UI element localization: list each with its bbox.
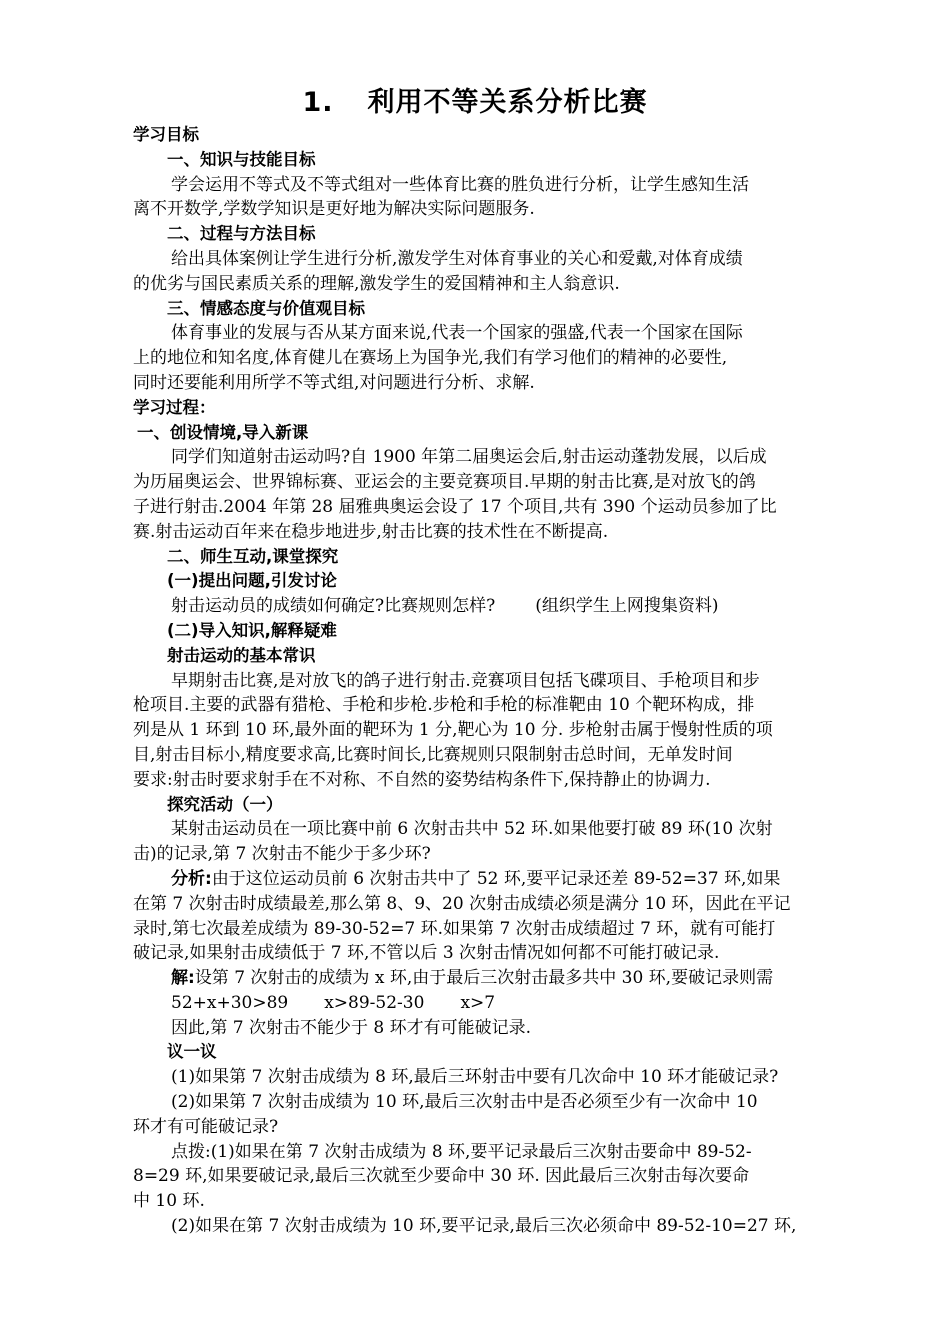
paragraph-line: 赛.射击运动百年来在稳步地进步,射击比赛的技术性在不断提高.: [133, 521, 609, 542]
analysis-label: 分析:: [171, 868, 212, 889]
paragraph-line: 早期射击比赛,是对放飞的鸽子进行射击.竞赛项目包括飞碟项目、手枪项目和步: [171, 670, 760, 691]
solution-line: [133, 966, 838, 991]
paragraph-line: 给出具体案例让学生进行分析,激发学生对体育事业的关心和爱戴,对体育成绩: [171, 248, 743, 269]
inequality-1: 52+x+30>89: [171, 992, 289, 1013]
paragraph-line: 环才有可能破记录?: [133, 1116, 279, 1137]
goal2-heading: 二、过程与方法目标: [167, 224, 316, 244]
question-line: [133, 594, 838, 619]
paragraph-line: 在第 7 次射击时成绩最差,那么第 8、9、20 次射击成绩必须是满分 10 环，因此在平记: [133, 893, 791, 914]
activity1-heading: 探究活动（一）: [167, 794, 283, 814]
section-heading-goals: 学习目标: [133, 125, 199, 144]
paragraph-line: 某射击运动员在一项比赛中前 6 次射击共中 52 环.如果他要打破 89 环(10 次射: [171, 819, 773, 840]
sub1-note: (组织学生上网搜集资料): [535, 596, 719, 617]
paragraph-line: 同学们知道射击运动吗?自 1900 年第二届奥运会后,射击运动蓬勃发展，以后成: [171, 447, 767, 468]
sec1-heading: 一、创设情境,导入新课: [137, 422, 309, 442]
sub1-heading: (一)提出问题,引发讨论: [167, 571, 337, 591]
analysis-line: [133, 867, 838, 892]
inequality-3: x>7: [460, 992, 496, 1013]
sec2-heading: 二、师生互动,课堂探究: [167, 546, 339, 566]
sub2-heading: (二)导入知识,解释疑难: [167, 620, 337, 640]
paragraph-line: 离不开数学,学数学知识是更好地为解决实际问题服务.: [133, 199, 535, 220]
inequality-line: [133, 991, 838, 1016]
paragraph-line: 中 10 环.: [133, 1191, 205, 1212]
hint2-line: (2)如果在第 7 次射击成绩为 10 环,要平记录,最后三次必须命中 89-52-10=27 环,: [171, 1216, 797, 1237]
paragraph-line: 上的地位和知名度,体育健儿在赛场上为国争光,我们有学习他们的精神的必要性,: [133, 348, 728, 369]
paragraph-line: 体育事业的发展与否从某方面来说,代表一个国家的强盛,代表一个国家在国际: [171, 323, 743, 344]
paragraph-line: 枪项目.主要的武器有猎枪、手枪和步枪.步枪和手枪的标准靶由 10 个靶环构成，排: [133, 695, 755, 716]
question-2: (2)如果第 7 次射击成绩为 10 环,最后三次射击中是否必须至少有一次命中 10: [171, 1092, 758, 1113]
page-title: [0, 80, 950, 119]
solution-text: 设第 7 次射击的成绩为 x 环,由于最后三次射击最多共中 30 环,要破记录则需: [194, 968, 774, 989]
title-number: 1.: [302, 87, 334, 118]
basics-heading: 射击运动的基本常识: [167, 645, 316, 665]
paragraph-line: 的优劣与国民素质关系的理解,激发学生的爱国精神和主人翁意识.: [133, 273, 620, 294]
sub1-question: 射击运动员的成绩如何确定?比赛规则怎样?: [171, 596, 496, 617]
goal1-heading: 一、知识与技能目标: [167, 149, 316, 169]
analysis-text: 由于这位运动员前 6 次射击共中了 52 环,要平记录还差 89-52=37 环,如果: [211, 868, 781, 889]
conclusion-line: 因此,第 7 次射击不能少于 8 环才有可能破记录.: [171, 1017, 532, 1038]
title-text: 利用不等关系分析比赛: [367, 87, 648, 118]
section-heading-process: 学习过程：: [133, 397, 216, 417]
inequality-2: x>89-52-30: [324, 992, 425, 1013]
solution-label: 解:: [171, 968, 195, 989]
paragraph-line: 要求:射击时要求射手在不对称、不自然的姿势结构条件下,保持静止的协调力.: [133, 769, 711, 790]
paragraph-line: 子进行射击.2004 年第 28 届雅典奥运会设了 17 个项目,共有 390 个运动员参加了比: [133, 496, 777, 517]
document-body: [133, 123, 838, 1239]
paragraph-line: 录时,第七次最差成绩为 89-30-52=7 环.如果第 7 次射击成绩超过 7 环，就有可能打: [133, 918, 776, 939]
paragraph-line: 为历届奥运会、世界锦标赛、亚运会的主要竞赛项目.早期的射击比赛,是对放飞的鸽: [133, 472, 756, 493]
paragraph-line: 破记录,如果射击成绩低于 7 环,不管以后 3 次射击情况如何都不可能打破记录.: [133, 943, 720, 964]
paragraph-line: 列是从 1 环到 10 环,最外面的靶环为 1 分,靶心为 10 分. 步枪射击属于慢射性质的项: [133, 720, 773, 741]
paragraph-line: 目,射击目标小,精度要求高,比赛时间长,比赛规则只限制射击总时间，无单发时间: [133, 744, 733, 765]
paragraph-line: 同时还要能利用所学不等式组,对问题进行分析、求解.: [133, 372, 535, 393]
paragraph-line: 8=29 环,如果要破记录,最后三次就至少要命中 30 环. 因此最后三次射击每次要命: [133, 1166, 750, 1187]
hint-line: 点拨:(1)如果在第 7 次射击成绩为 8 环,要平记录最后三次射击要命中 89-52-: [171, 1141, 752, 1162]
paragraph-line: 击)的记录,第 7 次射击不能少于多少环?: [133, 844, 431, 865]
question-1: (1)如果第 7 次射击成绩为 8 环,最后三环射击中要有几次命中 10 环才能破记录?: [171, 1067, 779, 1088]
goal3-heading: 三、情感态度与价值观目标: [167, 298, 365, 318]
discuss-heading: 议一议: [167, 1042, 217, 1062]
paragraph-line: 学会运用不等式及不等式组对一些体育比赛的胜负进行分析，让学生感知生活: [171, 174, 749, 195]
